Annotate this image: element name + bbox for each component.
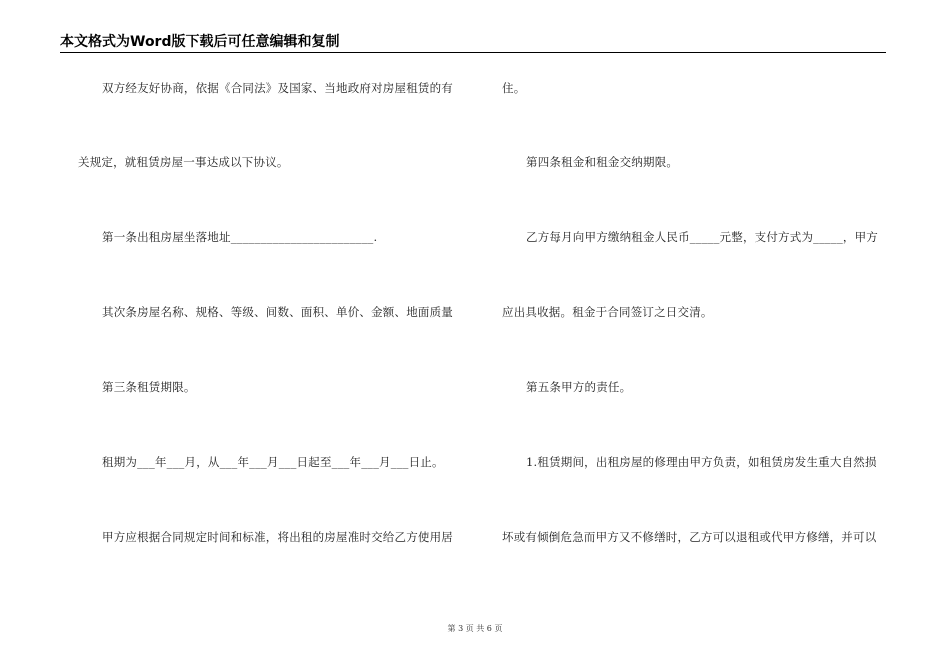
- left-line-6: 租期为___年___月，从___年___月___日起至___年___月___日止。: [102, 455, 444, 469]
- left-line-1: 双方经友好协商，依据《合同法》及国家、当地政府对房屋租赁的有: [102, 81, 453, 95]
- right-line-1: 住。: [502, 81, 526, 95]
- page-header: [60, 34, 886, 53]
- left-line-7: 甲方应根据合同规定时间和标准，将出租的房屋准时交给乙方使用居: [102, 530, 453, 544]
- right-line-7: 坏或有倾倒危急而甲方又不修缮时，乙方可以退租或代甲方修缮，并可以: [502, 530, 877, 544]
- page-number: 第 3 页 共 6 页: [447, 624, 503, 633]
- right-line-4: 应出具收据。租金于合同签订之日交清。: [502, 305, 713, 319]
- right-line-6: 1.租赁期间，出租房屋的修理由甲方负责，如租赁房发生重大自然损: [526, 455, 877, 469]
- left-line-2: 关规定，就租赁房屋一事达成以下协议。: [78, 155, 289, 169]
- left-line-3: 第一条出租房屋坐落地址________________________.: [102, 230, 378, 244]
- left-line-4: 其次条房屋名称、规格、等级、间数、面积、单价、金额、地面质量: [102, 305, 453, 319]
- right-line-3: 乙方每月向甲方缴纳租金人民币_____元整，支付方式为_____，甲方: [526, 230, 878, 244]
- right-line-5: 第五条甲方的责任。: [526, 380, 632, 394]
- left-line-5: 第三条租赁期限。: [102, 380, 196, 394]
- right-line-2: 第四条租金和租金交纳期限。: [526, 155, 679, 169]
- header-title: 本文格式为Word版下载后可任意编辑和复制: [60, 34, 340, 50]
